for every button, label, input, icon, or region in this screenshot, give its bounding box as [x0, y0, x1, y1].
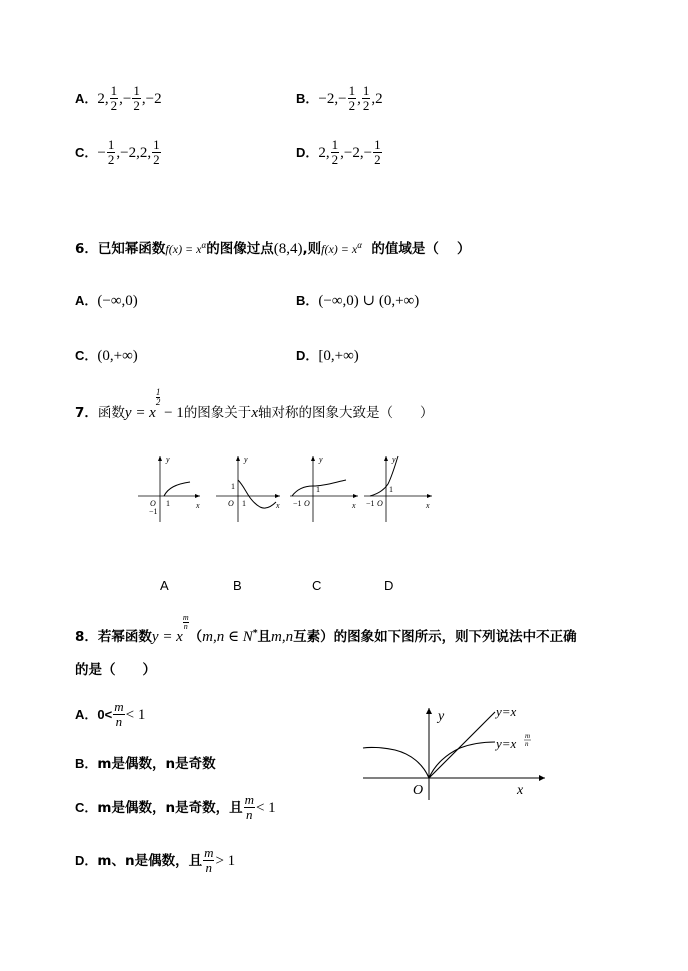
svg-text:−1: −1 [366, 499, 375, 508]
option-label: A． [75, 707, 98, 722]
fraction: $\frac{m}{n}$ [204, 845, 214, 875]
exponent-fraction: $\frac{m}{n}$ [182, 613, 189, 631]
option-label: A． [75, 91, 98, 106]
q8-option-c: C．m是偶数，n是奇数，且 $\frac{m}{n}$ < 1 [75, 792, 276, 822]
question-number: 6． [75, 241, 98, 257]
question-number: 7． [75, 405, 98, 421]
option-label: A． [75, 293, 98, 308]
one-label: 1 [166, 499, 170, 508]
x-axis-arrow [539, 775, 545, 781]
fraction: $\frac{1}{2}$ [133, 83, 140, 113]
graph-label-a: A [160, 578, 169, 593]
q5-option-c: C．− $\frac{1}{2}$ ,−2,2, $\frac{1}{2}$ [75, 137, 160, 167]
y-axis-label: y [438, 709, 445, 724]
graph-b [216, 455, 280, 522]
fraction: $\frac{1}{2}$ [153, 137, 160, 167]
question-number: 8． [75, 629, 98, 645]
option-value: (0,+∞) [97, 348, 138, 364]
svg-text:1: 1 [231, 482, 235, 491]
fraction: $\frac{m}{n}$ [114, 699, 124, 729]
x-axis-label: x [517, 783, 524, 798]
svg-text:O: O [377, 499, 383, 508]
origin-label: O [150, 499, 156, 508]
function-expr: y = x $\frac{1}{2}$ − 1 [124, 387, 184, 421]
svg-text:O: O [228, 499, 234, 508]
x-label: x [196, 501, 200, 510]
q5-option-a: A．2, $\frac{1}{2}$ ,− $\frac{1}{2}$ ,−2 [75, 83, 162, 113]
point: (8,4) [273, 241, 303, 257]
power-curve-left [363, 747, 429, 778]
graph-a [138, 455, 200, 522]
option-value: (−∞,0) [97, 293, 138, 309]
q7-graphs [130, 450, 440, 530]
line-label: y=x [496, 704, 517, 719]
graph-label-b: B [233, 578, 242, 593]
graph-d [364, 455, 432, 522]
option-label: B． [296, 293, 319, 308]
q6-stem: 6．已知幂函数$f(x) = x^\alpha$的图像过点(8,4),则$f(x) = x^\alpha$ 的值域是（ ） [75, 240, 471, 257]
option-label: B． [296, 91, 319, 106]
y-axis-arrow [426, 708, 432, 714]
option-label: C． [75, 800, 98, 815]
svg-text:O: O [304, 499, 310, 508]
q8-option-d: D．m、n是偶数，且 $\frac{m}{n}$ > 1 [75, 845, 236, 875]
stem-text: 已知幂函数 [97, 241, 166, 257]
svg-text:m: m [525, 732, 531, 740]
graph-label-c: C [312, 578, 322, 593]
fraction: $\frac{m}{n}$ [244, 792, 254, 822]
q5-option-d: D．2, $\frac{1}{2}$ ,−2,− $\frac{1}{2}$ [296, 137, 381, 167]
option-label: C． [75, 145, 98, 160]
svg-text:n: n [525, 740, 529, 748]
fraction: $\frac{1}{2}$ [374, 137, 381, 167]
svg-text:1: 1 [389, 485, 393, 494]
graph-c [290, 455, 358, 522]
svg-text:−1: −1 [293, 499, 302, 508]
function-expr-2: $f(x) = x^\alpha$ [321, 240, 362, 256]
q6-option-c [75, 345, 138, 365]
neg-one-label: −1 [149, 507, 158, 516]
option-label: D． [296, 145, 319, 160]
q5-option-b: B．−2,− $\frac{1}{2}$ , $\frac{1}{2}$ ,2 [296, 83, 383, 113]
option-value: (−∞,0) ∪ (0,+∞) [318, 293, 420, 309]
power-curve-right [429, 742, 495, 778]
option-label: C． [75, 348, 98, 363]
q8-option-b [75, 752, 216, 772]
svg-text:x: x [276, 501, 280, 510]
svg-text:y: y [319, 455, 323, 464]
q6-option-a [75, 290, 138, 310]
q7-stem: 7．函数y = x $\frac{1}{2}$ − 1的图象关于x轴对称的图象大致是（ ） [75, 387, 434, 421]
q6-option-d [296, 345, 359, 365]
option-text: m是偶数，n是奇数，且 [97, 800, 243, 816]
curve-label: y=x [496, 736, 517, 751]
q8-stem-line1: 8．若幂函数y = x $\frac{m}{n}$ （m,n ∈ N*且m,n互素）的图象如下图所示，则下列说法中不正确 [75, 613, 577, 645]
option-value: 2, [97, 91, 109, 107]
option-text: m是偶数，n是奇数 [97, 756, 216, 772]
option-label: B． [75, 756, 98, 771]
fraction: $\frac{1}{2}$ [110, 83, 118, 113]
graph-label-d: D [384, 578, 394, 593]
svg-text:x: x [352, 501, 356, 510]
origin-label: O [413, 783, 424, 798]
svg-text:x: x [426, 501, 430, 510]
svg-text:y: y [244, 455, 248, 464]
svg-text:y: y [392, 455, 396, 464]
fraction: $\frac{1}{2}$ [348, 83, 356, 113]
option-label: D． [75, 853, 98, 868]
option-text: m、n是偶数，且 [97, 853, 203, 869]
svg-text:1: 1 [242, 499, 246, 508]
function-expr: y = x $\frac{m}{n}$ [151, 613, 189, 645]
function-expr: $f(x) = x^\alpha$ [165, 240, 207, 256]
fraction: $\frac{1}{2}$ [362, 83, 370, 113]
exponent-fraction: $\frac{1}{2}$ [155, 387, 161, 407]
q8-stem-line2: 的是（ ） [75, 662, 156, 678]
option-value: [0,+∞) [318, 348, 359, 364]
fraction: $\frac{1}{2}$ [107, 137, 115, 167]
q8-option-a: A．0< $\frac{m}{n}$ < 1 [75, 699, 146, 729]
option-label: D． [296, 348, 319, 363]
y-label: y [166, 455, 170, 464]
fraction: $\frac{1}{2}$ [331, 137, 339, 167]
svg-text:1: 1 [316, 485, 320, 494]
q8-graph [355, 700, 555, 802]
q6-option-b [296, 290, 419, 310]
